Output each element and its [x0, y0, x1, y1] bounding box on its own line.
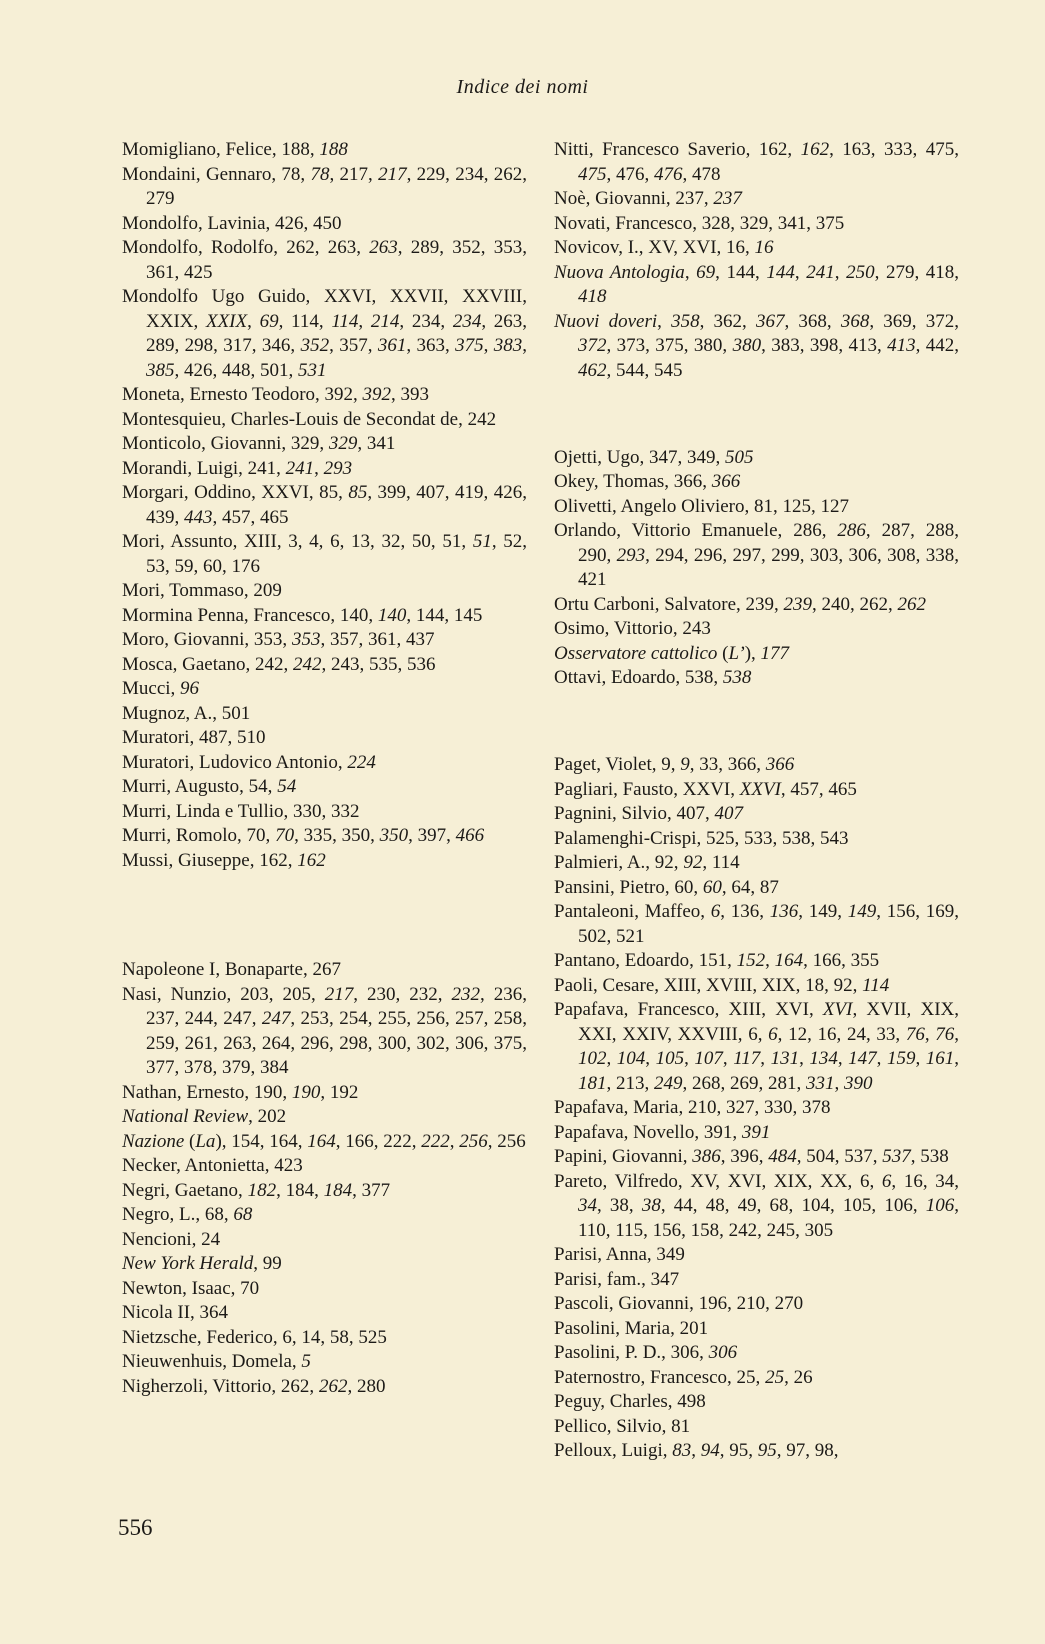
index-entry: Osimo, Vittorio, 243 — [554, 618, 711, 639]
index-entry: Mosca, Gaetano, 242, 242, 243, 535, 536 — [122, 653, 436, 675]
index-entry: Ottavi, Edoardo, 538, 538 — [554, 667, 752, 688]
index-entry: Ojetti, Ugo, 347, 349, 505 — [554, 446, 754, 468]
index-entry: Mondolfo Ugo Guido, XXVI, XXVII, XXVIII, XXIX, XXIX, 69, 114, 114, 214, 234, 234, 263, 289, 298, 317, 346, 352, 357, 361, 363, 375, 383, 385, 426, 448, 501, 531 — [122, 286, 528, 381]
index-entry: Mugnoz, A., 501 — [122, 702, 251, 724]
index-entry: Papafava, Novello, 391, 391 — [554, 1121, 771, 1143]
index-entry: Mondolfo, Lavinia, 426, 450 — [122, 212, 342, 234]
index-entry: Nencioni, 24 — [122, 1228, 221, 1250]
index-entry: Papafava, Maria, 210, 327, 330, 378 — [554, 1097, 831, 1118]
index-entry: Necker, Antonietta, 423 — [122, 1155, 303, 1176]
letter-section-gap — [554, 710, 959, 735]
index-entry: Pellico, Silvio, 81 — [554, 1415, 691, 1437]
index-entry: Paternostro, Francesco, 25, 25, 26 — [554, 1366, 813, 1388]
index-entry: Parisi, Anna, 349 — [554, 1244, 685, 1265]
index-entry: Pelloux, Luigi, 83, 94, 95, 95, 97, 98, — [554, 1440, 839, 1461]
index-entry: Okey, Thomas, 366, 366 — [554, 471, 741, 492]
index-entry: Murri, Romolo, 70, 70, 335, 350, 350, 397, 466 — [122, 825, 485, 846]
index-entry: Mucci, 96 — [122, 678, 200, 699]
index-entry: New York Herald, 99 — [122, 1253, 282, 1274]
index-entry: Pagliari, Fausto, XXVI, XXVI, 457, 465 — [554, 778, 857, 800]
index-entry: Montesquieu, Charles-Louis de Secondat de, 242 — [122, 408, 497, 430]
index-entry: Nietzsche, Federico, 6, 14, 58, 525 — [122, 1326, 387, 1348]
index-entry: Nasi, Nunzio, 203, 205, 217, 230, 232, 232, 236, 237, 244, 247, 247, 253, 254, 255, 256, 257, 258, 259, 261, 263, 264, 296, 298, 300, 302, 306, 375, 377, 378, 379, 384 — [122, 983, 528, 1078]
index-entry: Pasolini, P. D., 306, 306 — [554, 1342, 738, 1363]
index-entry: Olivetti, Angelo Oliviero, 81, 125, 127 — [554, 495, 850, 517]
index-entry: Peguy, Charles, 498 — [554, 1391, 706, 1412]
index-entry: Momigliano, Felice, 188, 188 — [122, 139, 348, 160]
index-entry: Nitti, Francesco Saverio, 162, 162, 163, 333, 475, 475, 476, 476, 478 — [554, 139, 959, 185]
index-entry: Novati, Francesco, 328, 329, 341, 375 — [554, 212, 845, 234]
running-head: Indice dei nomi — [456, 76, 589, 98]
index-entry: Murri, Augusto, 54, 54 — [122, 776, 297, 797]
index-entry: Novicov, I., XV, XVI, 16, 16 — [554, 237, 774, 258]
index-entry: Parisi, fam., 347 — [554, 1268, 680, 1290]
index-entry: Nuova Antologia, 69, 144, 144, 241, 250, 279, 418, 418 — [554, 261, 960, 307]
index-entry: Moneta, Ernesto Teodoro, 392, 392, 393 — [122, 384, 430, 405]
index-entry: Orlando, Vittorio Emanuele, 286, 286, 287, 288, 290, 293, 294, 296, 297, 299, 303, 306, 308, 338, 421 — [554, 520, 960, 590]
index-entry: Nieuwenhuis, Domela, 5 — [122, 1351, 311, 1372]
index-entry: Pantaleoni, Maffeo, 6, 136, 136, 149, 149, 156, 169, 502, 521 — [554, 901, 960, 947]
index-entry: Pareto, Vilfredo, XV, XVI, XIX, XX, 6, 6, 16, 34, 34, 38, 38, 44, 48, 49, 68, 104, 105, 106, 106, 110, 115, 156, 158, 242, 245, 305 — [554, 1170, 960, 1241]
index-entry: Murri, Linda e Tullio, 330, 332 — [122, 800, 360, 822]
index-entry: Negri, Gaetano, 182, 184, 184, 377 — [122, 1179, 391, 1201]
index-entry: Morandi, Luigi, 241, 241, 293 — [122, 457, 353, 479]
index-entry: Nuovi doveri, 358, 362, 367, 368, 368, 369, 372, 372, 373, 375, 380, 380, 383, 398, 413, 413, 442, 462, 544, 545 — [554, 310, 960, 381]
index-column-right — [554, 138, 959, 1464]
index-entry: Palamenghi-Crispi, 525, 533, 538, 543 — [554, 827, 849, 849]
index-entry: Nathan, Ernesto, 190, 190, 192 — [122, 1081, 359, 1103]
index-entry: Pagnini, Silvio, 407, 407 — [554, 803, 743, 824]
index-entry: National Review, 202 — [122, 1106, 287, 1127]
index-entry: Mormina Penna, Francesco, 140, 140, 144, 145 — [122, 604, 483, 626]
page-number: 556 — [118, 1515, 153, 1540]
index-entry: Mori, Assunto, XIII, 3, 4, 6, 13, 32, 50, 51, 51, 52, 53, 59, 60, 176 — [122, 531, 527, 577]
index-entry: Mussi, Giuseppe, 162, 162 — [122, 849, 326, 871]
index-entry: Papafava, Francesco, XIII, XVI, XVI, XVII, XIX, XXI, XXIV, XXVIII, 6, 6, 12, 16, 24, 33, 76, 76, 102, 104, 105, 107, 117, 131, 134, 147, 159, 161, 181, 213, 249, 268, 269, 281, 331, 390 — [554, 999, 960, 1094]
index-entry: Ortu Carboni, Salvatore, 239, 239, 240, 262, 262 — [554, 593, 927, 615]
letter-section-gap — [554, 402, 959, 427]
index-entry: Mori, Tommaso, 209 — [122, 580, 282, 601]
index-entry: Paget, Violet, 9, 9, 33, 366, 366 — [554, 754, 795, 775]
index-entry: Pasolini, Maria, 201 — [554, 1317, 709, 1339]
index-entry: Newton, Isaac, 70 — [122, 1277, 260, 1299]
index-entry: Papini, Giovanni, 386, 396, 484, 504, 537, 537, 538 — [554, 1146, 949, 1167]
index-entry: Nigherzoli, Vittorio, 262, 262, 280 — [122, 1375, 386, 1397]
index-entry: Mondaini, Gennaro, 78, 78, 217, 217, 229, 234, 262, 279 — [122, 163, 527, 209]
index-entry: Palmieri, A., 92, 92, 114 — [554, 852, 740, 873]
index-entry: Morgari, Oddino, XXVI, 85, 85, 399, 407, 419, 426, 439, 443, 457, 465 — [122, 482, 527, 528]
letter-section-gap — [122, 892, 527, 939]
index-column-left — [122, 138, 527, 1399]
index-entry: Mondolfo, Rodolfo, 262, 263, 263, 289, 352, 353, 361, 425 — [122, 237, 528, 283]
index-entry: Osservatore cattolico (L’), 177 — [554, 642, 790, 664]
index-entry: Pantano, Edoardo, 151, 152, 164, 166, 355 — [554, 950, 880, 971]
index-entry: Nazione (La), 154, 164, 164, 166, 222, 222, 256, 256 — [122, 1130, 526, 1152]
index-entry: Pansini, Pietro, 60, 60, 64, 87 — [554, 876, 779, 898]
index-entry: Monticolo, Giovanni, 329, 329, 341 — [122, 433, 396, 454]
index-entry: Muratori, Ludovico Antonio, 224 — [122, 751, 376, 773]
index-entry: Noè, Giovanni, 237, 237 — [554, 188, 742, 209]
index-entry: Moro, Giovanni, 353, 353, 357, 361, 437 — [122, 629, 435, 650]
index-entry: Negro, L., 68, 68 — [122, 1204, 253, 1225]
index-entry: Pascoli, Giovanni, 196, 210, 270 — [554, 1293, 804, 1314]
index-entry: Nicola II, 364 — [122, 1302, 229, 1323]
index-entry: Muratori, 487, 510 — [122, 727, 266, 748]
index-entry: Paoli, Cesare, XIII, XVIII, XIX, 18, 92, 114 — [554, 974, 890, 996]
index-entry: Napoleone I, Bonaparte, 267 — [122, 959, 341, 980]
